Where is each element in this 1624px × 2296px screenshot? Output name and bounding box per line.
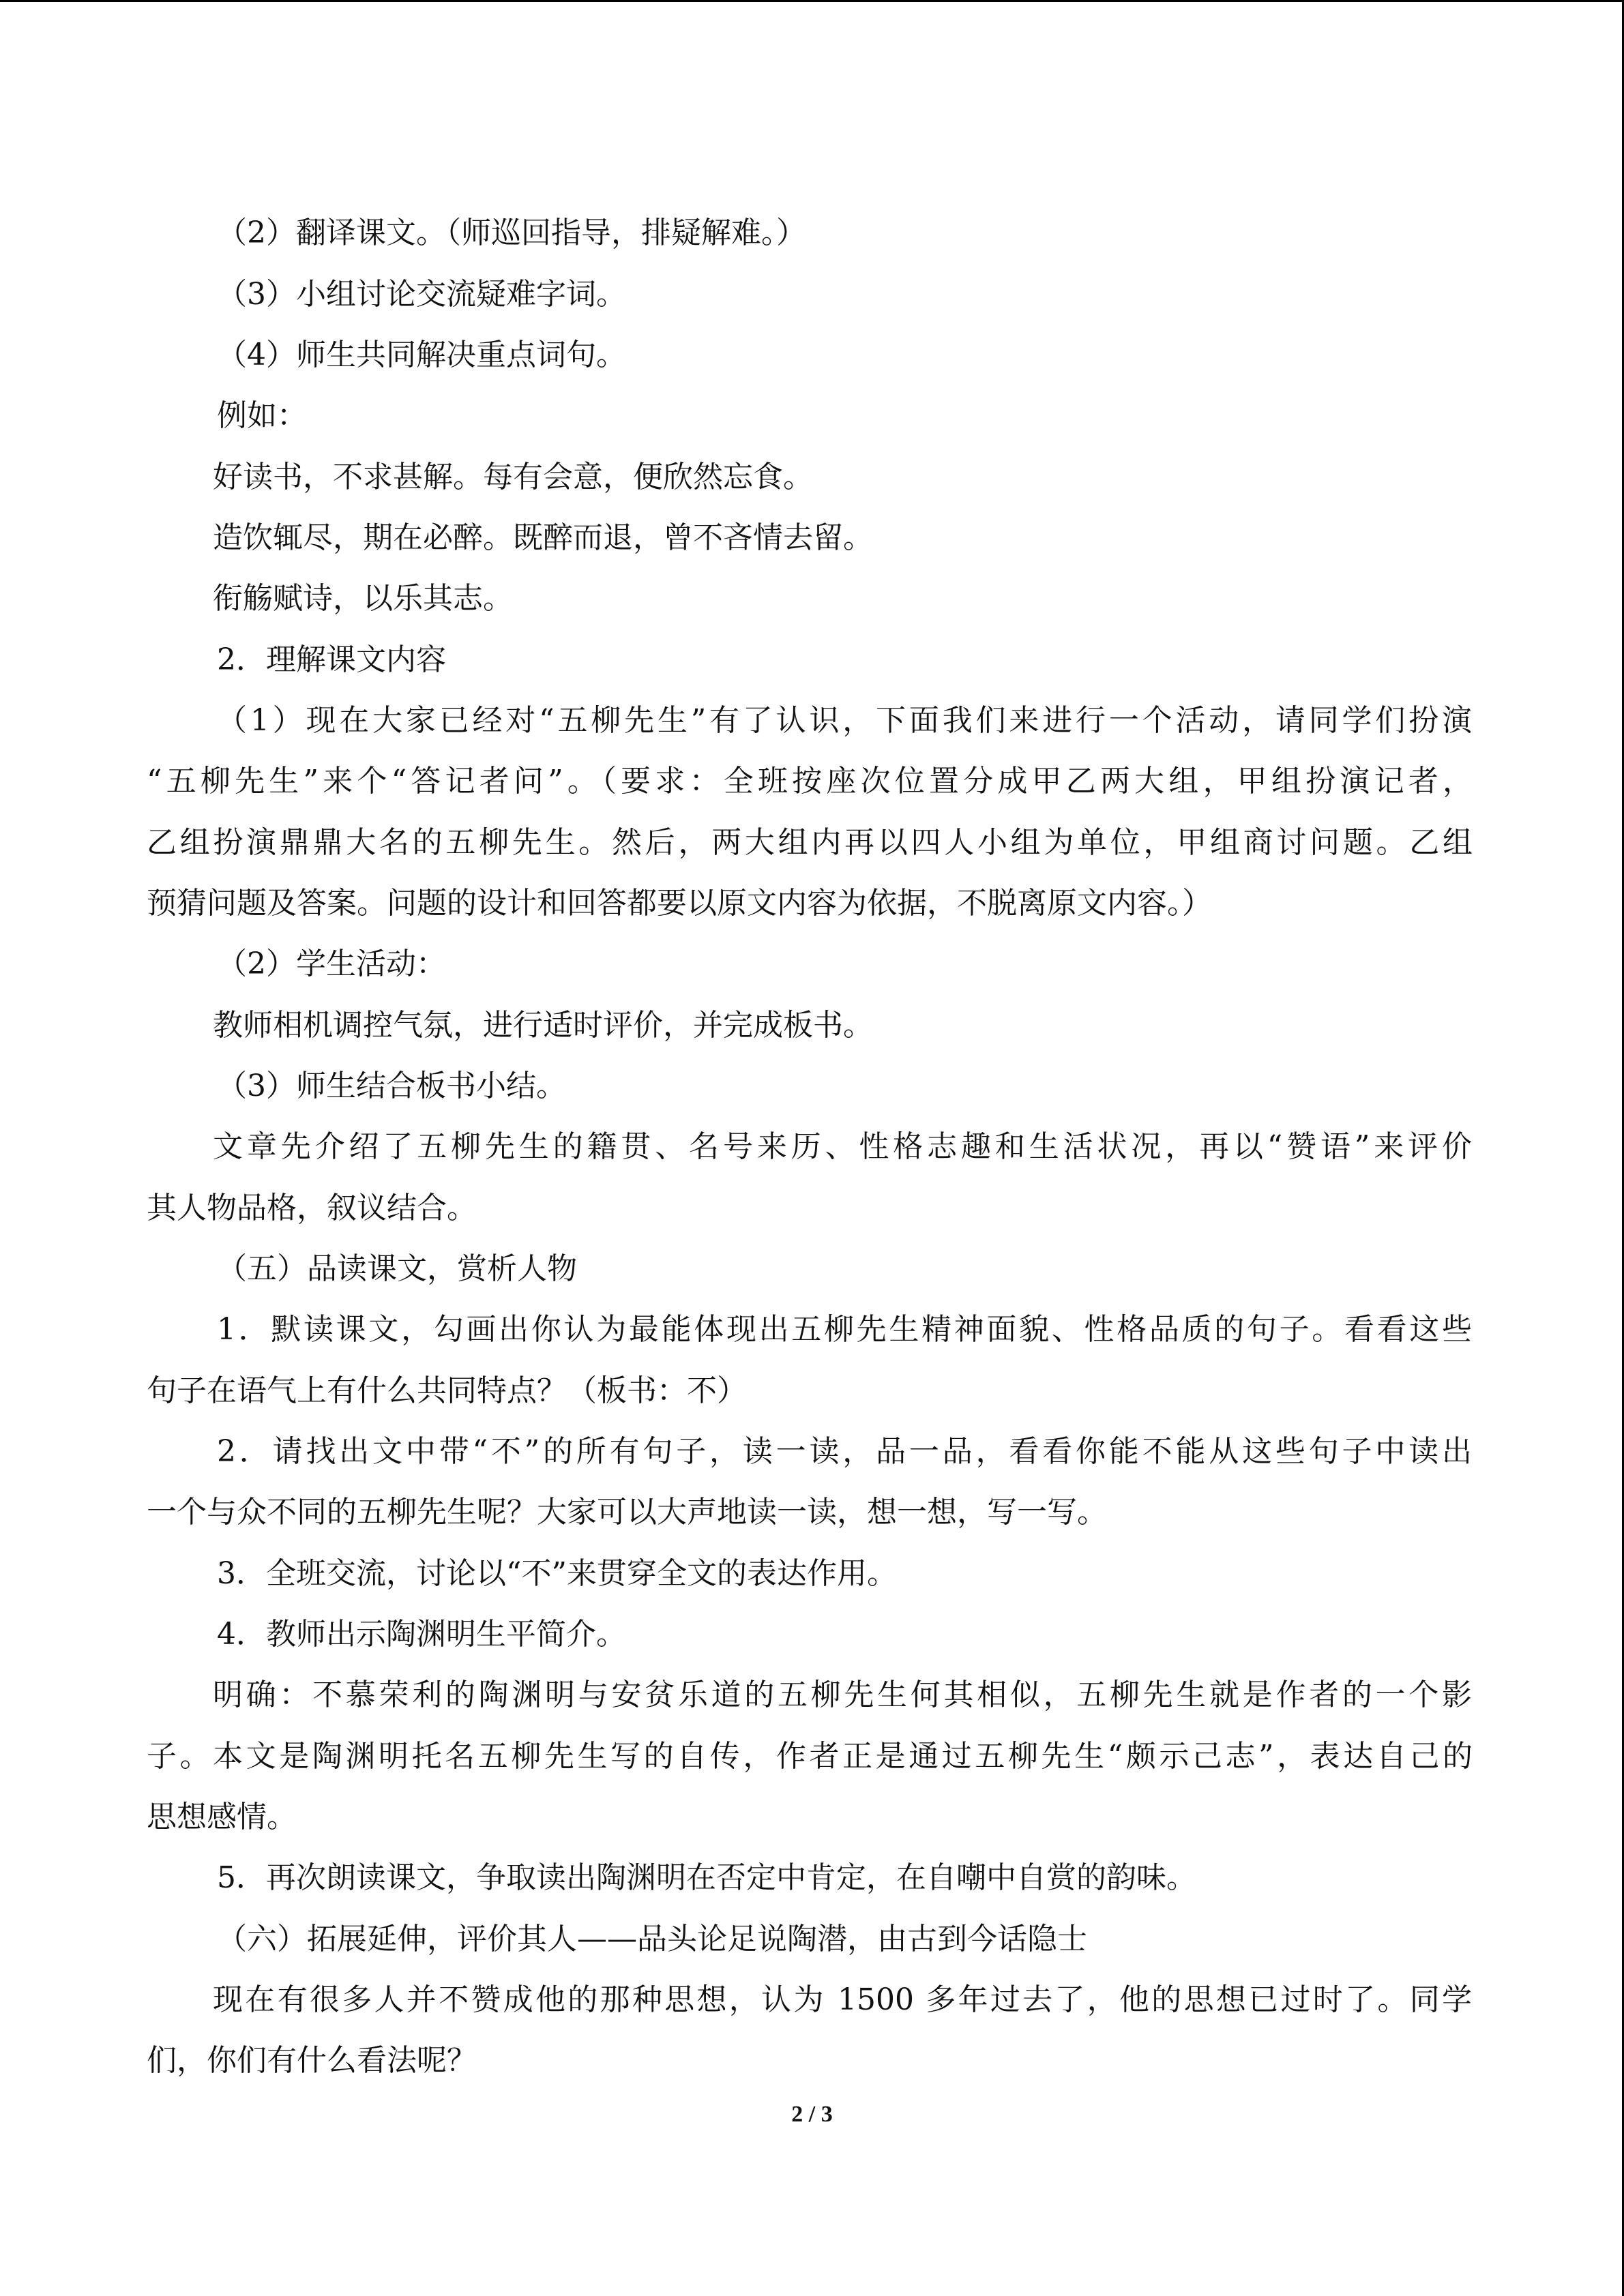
text-line: 衔觞赋诗，以乐其志。 (213, 581, 513, 616)
section-heading: （六）拓展延伸，评价其人——品头论足说陶潜，由古到今话隐士 (217, 1922, 1087, 1956)
text-line: 例如： (217, 398, 307, 433)
text-line: 乙组扮演鼎鼎大名的五柳先生。然后，两大组内再以四人小组为单位，甲组商讨问题。乙组 (147, 825, 1473, 860)
text-line: 明确：不慕荣利的陶渊明与安贫乐道的五柳先生何其相似，五柳先生就是作者的一个影 (213, 1678, 1472, 1712)
text-line: 好读书，不求甚解。每有会意，便欣然忘食。 (213, 460, 813, 494)
text-line: “五柳先生”来个“答记者问”。（要求：全班按座次位置分成甲乙两大组，甲组扮演记者， (147, 764, 1473, 799)
text-line: 5．再次朗读课文，争取读出陶渊明在否定中肯定，在自嘲中自赏的韵味。 (217, 1860, 1196, 1895)
text-line: 思想感情。 (147, 1800, 297, 1834)
text-line: 现在有很多人并不赞成他的那种思想，认为 1500 多年过去了，他的思想已过时了。同学 (213, 1982, 1472, 2017)
text-line: （2）翻译课文。（师巡回指导，排疑解难。） (217, 215, 806, 250)
text-line: （4）师生共同解决重点词句。 (217, 338, 626, 372)
text-line: （1）现在大家已经对“五柳先生”有了认识，下面我们来进行一个活动，请同学们扮演 (217, 703, 1472, 738)
text-line: 预猜问题及答案。问题的设计和回答都要以原文内容为依据，不脱离原文内容。） (147, 886, 1212, 921)
text-line: 其人物品格，叙议结合。 (147, 1191, 477, 1225)
text-line: 教师相机调控气氛，进行适时评价，并完成板书。 (213, 1008, 873, 1043)
section-heading: 2．理解课文内容 (217, 642, 446, 677)
text-line: （3）小组讨论交流疑难字词。 (217, 277, 626, 312)
text-line: 4．教师出示陶渊明生平简介。 (217, 1617, 626, 1652)
text-line: 子。本文是陶渊明托名五柳先生写的自传，作者正是通过五柳先生“颇示己志”，表达自己的 (147, 1739, 1473, 1774)
page-number: 2 / 3 (791, 2102, 833, 2127)
text-line: （2）学生活动： (217, 946, 446, 981)
text-line: 造饮辄尽，期在必醉。既醉而退，曾不吝情去留。 (213, 520, 873, 555)
text-line: 句子在语气上有什么共同特点？（板书：不） (147, 1373, 747, 1408)
page-border-top (0, 0, 1624, 2)
text-line: 2．请找出文中带“不”的所有句子，读一读，品一品，看看你能不能从这些句子中读出 (217, 1434, 1472, 1469)
text-line: 们，你们有什么看法呢？ (147, 2043, 477, 2078)
section-heading: （五）品读课文，赏析人物 (217, 1251, 577, 1286)
text-line: 1．默读课文，勾画出你认为最能体现出五柳先生精神面貌、性格品质的句子。看看这些 (217, 1312, 1472, 1347)
text-line: （3）师生结合板书小结。 (217, 1069, 566, 1103)
text-line: 文章先介绍了五柳先生的籍贯、名号来历、性格志趣和生活状况，再以“赞语”来评价 (213, 1129, 1472, 1164)
text-line: 一个与众不同的五柳先生呢？大家可以大声地读一读，想一想，写一写。 (147, 1495, 1107, 1530)
text-line: 3．全班交流，讨论以“不”来贯穿全文的表达作用。 (217, 1556, 897, 1591)
